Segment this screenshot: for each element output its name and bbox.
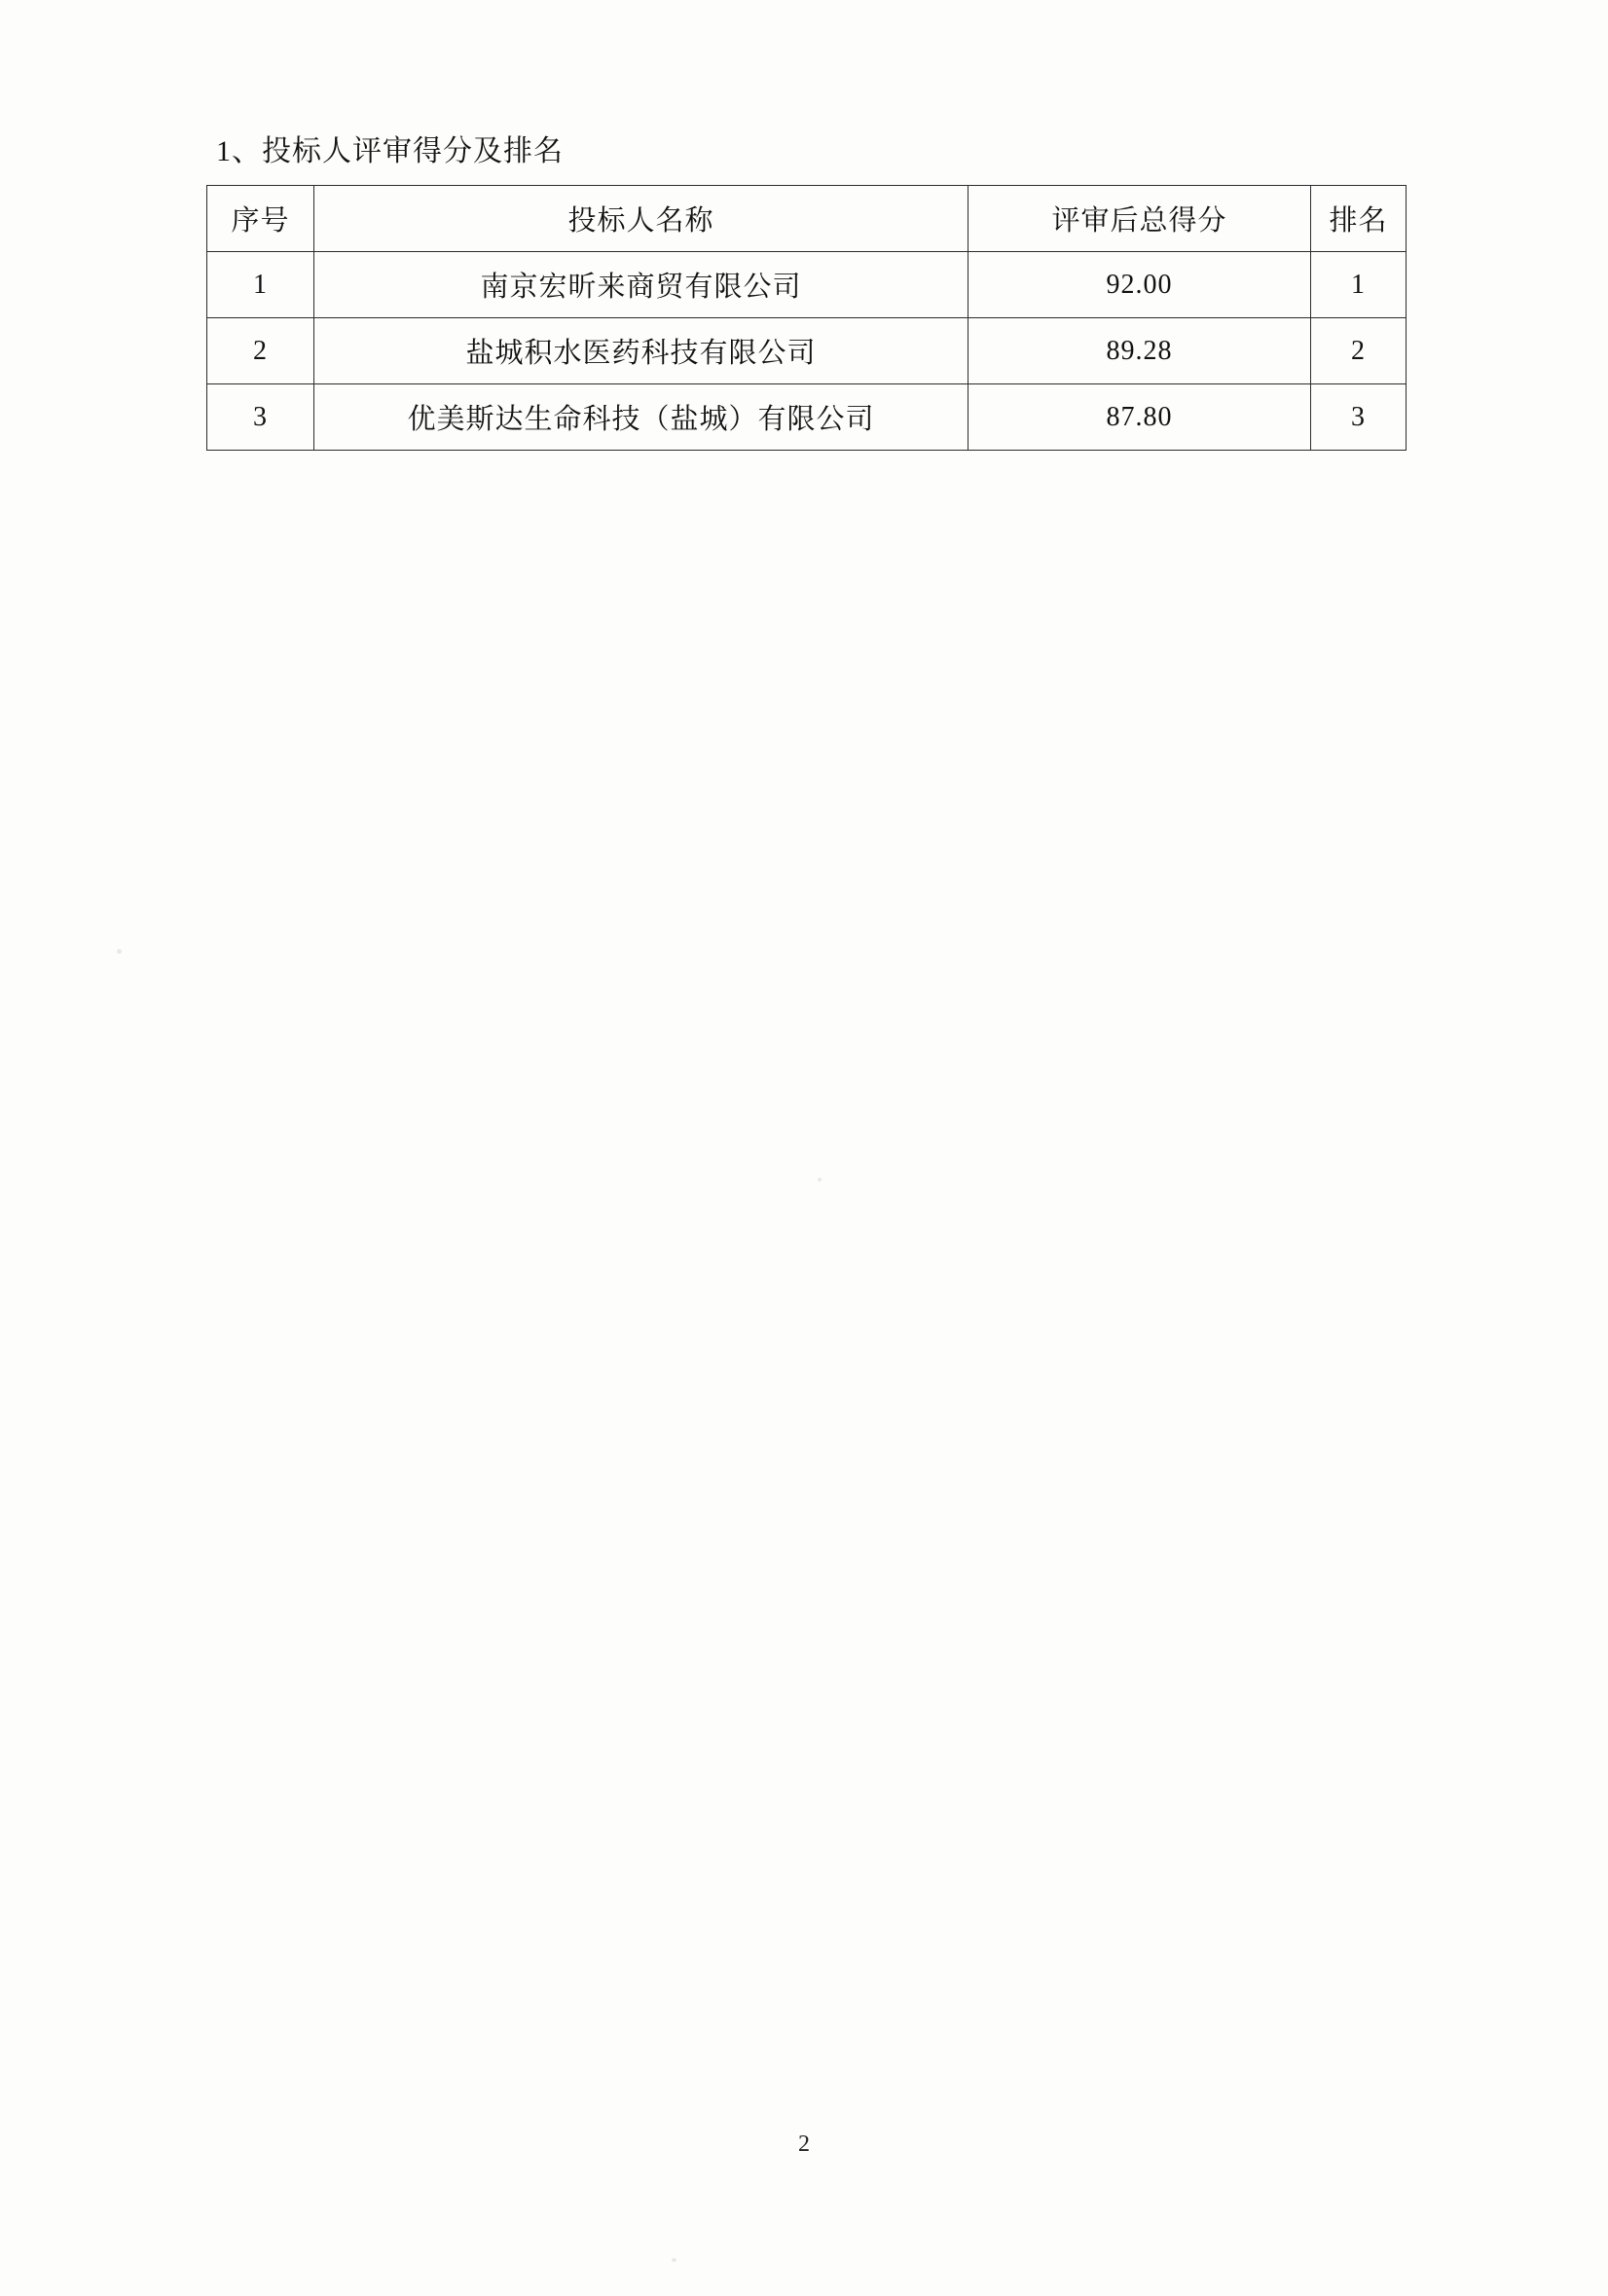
bidder-score-table	[206, 185, 1407, 451]
cell-total-score: 92.00	[968, 252, 1311, 318]
cell-index: 2	[207, 318, 314, 384]
cell-index: 3	[207, 384, 314, 451]
cell-bidder-name: 南京宏昕来商贸有限公司	[314, 252, 968, 318]
column-header-index: 序号	[207, 186, 314, 252]
column-header-total-score: 评审后总得分	[968, 186, 1311, 252]
cell-total-score: 87.80	[968, 384, 1311, 451]
page-number: 2	[798, 2132, 810, 2157]
table-header-row	[207, 186, 1407, 252]
cell-rank: 2	[1311, 318, 1407, 384]
cell-bidder-name: 优美斯达生命科技（盐城）有限公司	[314, 384, 968, 451]
table-row	[207, 384, 1407, 451]
column-header-bidder-name: 投标人名称	[314, 186, 968, 252]
table-row	[207, 318, 1407, 384]
table-row	[207, 252, 1407, 318]
section-heading: 1、投标人评审得分及排名	[216, 135, 564, 167]
cell-bidder-name: 盐城积水医药科技有限公司	[314, 318, 968, 384]
paper-speck	[672, 2258, 676, 2262]
cell-rank: 1	[1311, 252, 1407, 318]
cell-rank: 3	[1311, 384, 1407, 451]
cell-total-score: 89.28	[968, 318, 1311, 384]
cell-index: 1	[207, 252, 314, 318]
column-header-rank: 排名	[1311, 186, 1407, 252]
paper-speck	[117, 949, 122, 954]
paper-speck	[818, 1178, 822, 1182]
